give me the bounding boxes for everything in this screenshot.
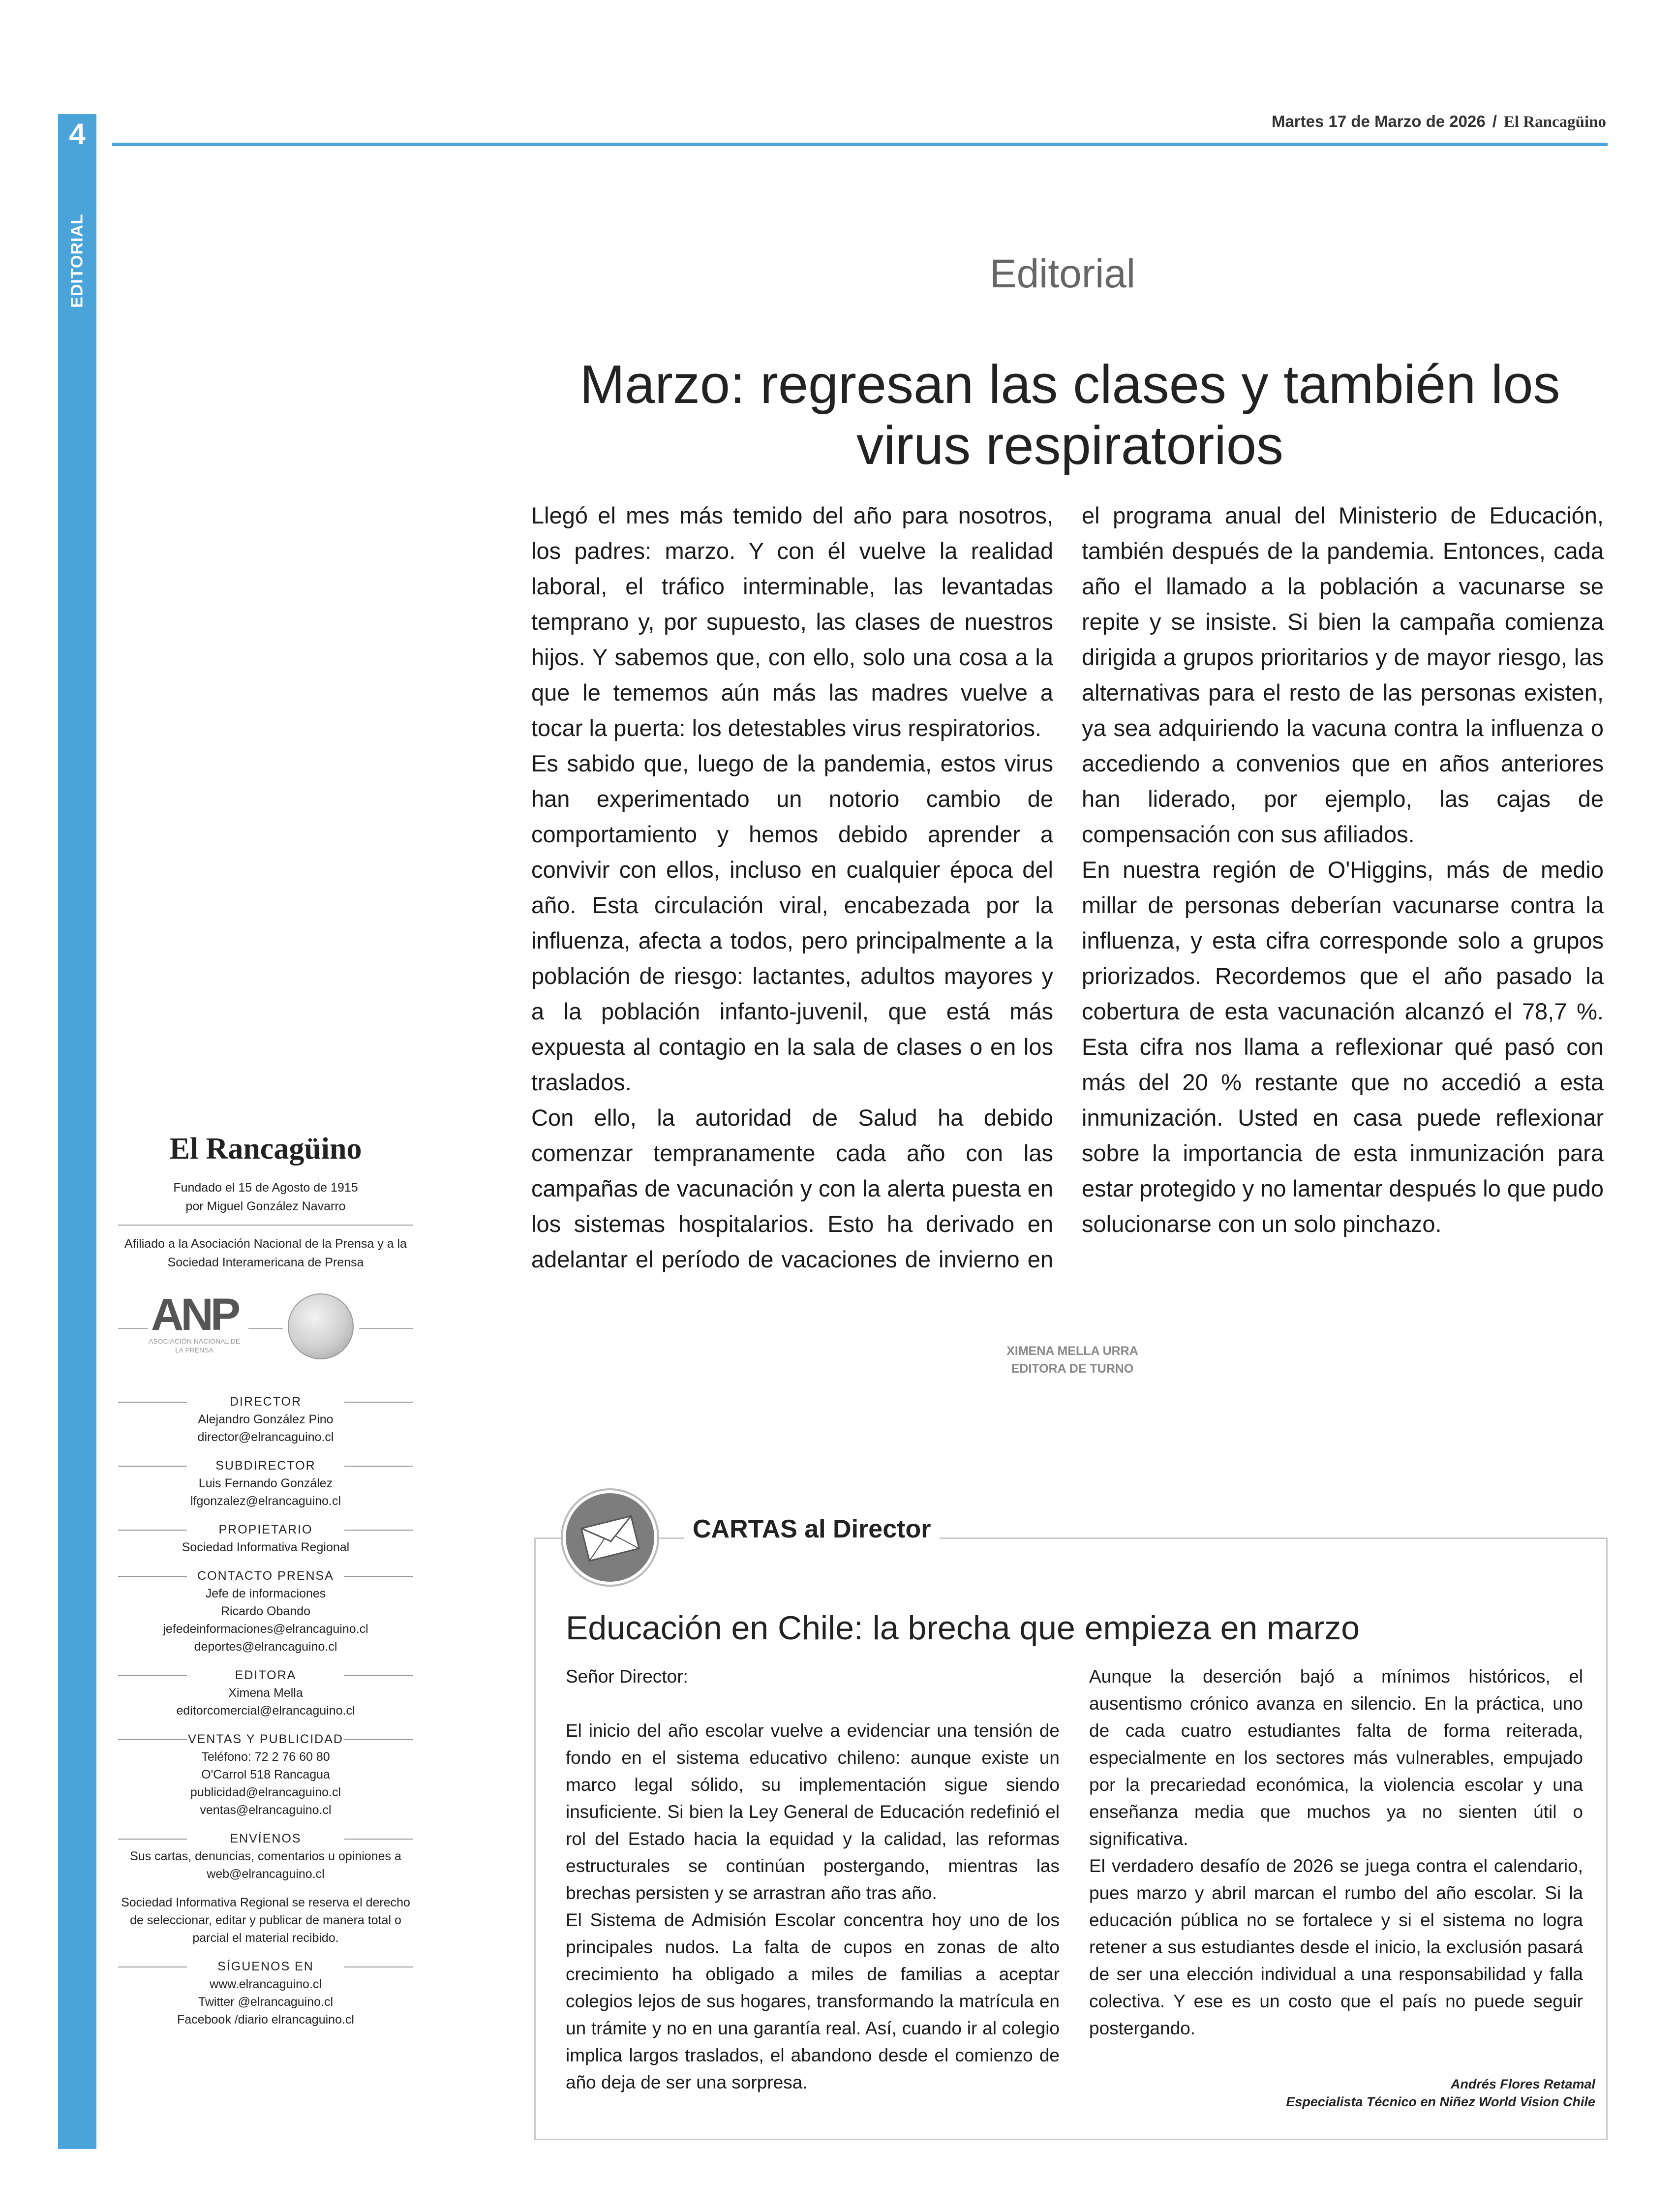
press-name: Ricardo Obando [220, 1604, 311, 1618]
letter-body [566, 1663, 1583, 2096]
letter-paragraph: El verdadero desafío de 2026 se juega contra el calendario, pues marzo y abril marcan el rumbo del año escolar. Si la educación pública no se fortalece y si el sistema no logra retener a sus estudiantes desde el inicio, la exclusión pasará de ser una elección individual a una responsabilidad y falla colectiva. Y ese es un costo que el país no puede seguir postergando. [1089, 1856, 1583, 2038]
editorial-signature-role: EDITORA DE TURNO [1011, 1362, 1134, 1376]
subdirector-email: lfgonzalez@elrancaguino.cl [190, 1494, 341, 1508]
masthead-press-contact [118, 1567, 413, 1656]
rights-text: Sociedad Informativa Regional se reserva el derecho de seleccionar, editar y publicar de manera total o parcial el material recibido. [121, 1896, 410, 1945]
masthead-send [118, 1830, 413, 1883]
masthead [118, 1132, 413, 2028]
envelope-icon-graphic [566, 1493, 654, 1582]
anp-logo-letters: ANP [151, 1290, 238, 1340]
subdirector-label: SUBDIRECTOR [118, 1457, 413, 1475]
sales-email-ventas: ventas@elrancaguino.cl [200, 1803, 332, 1817]
editor-email: editorcomercial@elrancaguino.cl [176, 1704, 355, 1718]
follow-twitter: Twitter @elrancaguino.cl [198, 1995, 334, 2009]
editorial-paragraph: Con ello, la autoridad de Salud ha debido comenzar tempranamente cada año con las campañas de vacunación y con la alerta puesta en los sistemas hospitalarios. Esto ha derivado en adelantar el período de vacaciones de invierno en el programa anual del Ministerio de Educación, también después de la pandemia. Entonces, cada año el llamado a la población a vacunarse se repite y se insiste. Si bien la campaña comienza dirigida a grupos prioritarios y de mayor riesgo, las alternativas para el resto de las personas existen, ya sea adquiriendo la vacuna contra la influenza o accediendo a convenios que en años anteriores han liderado, por ejemplo, las cajas de compensación con sus afiliados. [531, 502, 1604, 1272]
follow-web: www.elrancaguino.cl [210, 1977, 322, 1991]
letter-title: Educación en Chile: la brecha que empieza en marzo [566, 1609, 1360, 1647]
press-email: jefedeinformaciones@elrancaguino.cl [163, 1622, 368, 1636]
header-rule [112, 143, 1608, 146]
masthead-rights [118, 1894, 413, 1947]
letter-paragraph: Aunque la deserción bajó a mínimos históricos, el ausentismo crónico avanza en silencio. En la práctica, uno de cada cuatro estudiantes falta de forma reiterada, especialmente en los sectores más vulnerables, empujado por la precariedad económica, la violencia escolar y una enseñanza media que muchos ya no sienten útil o significativa. [1089, 1666, 1583, 1849]
follow-label: SÍGUENOS EN [118, 1958, 413, 1975]
press-role: Jefe de informaciones [205, 1587, 326, 1600]
editorial-title: Marzo: regresan las clases y también los virus respiratorios [579, 354, 1560, 476]
director-label: DIRECTOR [118, 1393, 413, 1411]
editor-label: EDITORA [118, 1666, 413, 1684]
letter-signature [1153, 2075, 1595, 2111]
anp-logo-caption: ASOCIACIÓN NACIONAL DE LA PRENSA [148, 1337, 241, 1354]
page-header-date [1272, 112, 1606, 131]
page-number: 4 [69, 118, 86, 151]
director-email: director@elrancaguino.cl [197, 1430, 334, 1444]
editorial-paragraph: Es sabido que, luego de la pandemia, estos virus han experimentado un notorio cambio de comportamiento y hemos debido aprender a convivir con ellos, incluso en cualquier época del año. Esta circulación viral, encabezada por la influenza, afecta a todos, pero principalmente a la población de riesgo: lactantes, adultos mayores y a la población infanto-juvenil, que está más expuesta al contagio en la sala de clases o en los traslados. [531, 750, 1053, 1095]
owner-label: PROPIETARIO [118, 1521, 413, 1538]
sales-label: VENTAS Y PUBLICIDAD [118, 1730, 413, 1748]
letter-salutation: Señor Director: [566, 1666, 688, 1687]
subdirector-name: Luis Fernando González [198, 1476, 333, 1490]
sales-phone: Teléfono: 72 2 76 60 80 [201, 1750, 330, 1764]
owner-name: Sociedad Informativa Regional [182, 1540, 350, 1554]
affiliation-text: Afiliado a la Asociación Nacional de la Prensa y a la Sociedad Interamericana de Prensa [124, 1237, 407, 1269]
press-label: CONTACTO PRENSA [118, 1567, 413, 1585]
section-tab [58, 202, 96, 320]
masthead-owner [118, 1521, 413, 1556]
header-separator: / [1492, 112, 1497, 130]
director-name: Alejandro González Pino [198, 1413, 334, 1426]
envelope-icon [566, 1493, 654, 1582]
editorial-body [531, 498, 1604, 1277]
editorial-paragraph: En nuestra región de O'Higgins, más de medio millar de personas deberían vacunarse contra la influenza, y esta cifra corresponde solo a grupos priorizados. Recordemos que el año pasado la cobertura de esta vacunación alcanzó el 78,7 %. Esta cifra nos llama a reflexionar qué pasó con más del 20 % restante que no accedió a esta inmunización. Usted en casa puede reflexionar sobre la importancia de esta inmunización para estar protegido y no lamentar después lo que pudo solucionarse con un solo pinchazo. [1082, 857, 1604, 1237]
letters-section-title: CARTAS al Director [684, 1514, 940, 1544]
send-label: ENVÍENOS [118, 1830, 413, 1847]
masthead-sales [118, 1730, 413, 1819]
masthead-title: El Rancagüino [169, 1132, 362, 1166]
founded-line: Fundado el 15 de Agosto de 1915 [173, 1181, 358, 1195]
anp-logo [148, 1292, 241, 1366]
logo-divider [248, 1328, 283, 1329]
sports-email: deportes@elrancaguino.cl [194, 1640, 337, 1654]
follow-facebook: Facebook /diario elrancaguino.cl [177, 2013, 354, 2027]
header-paper-name: El Rancagüino [1503, 113, 1606, 131]
letter-author: Andrés Flores Retamal [1450, 2077, 1595, 2091]
send-text: Sus cartas, denuncias, comentarios u opiniones a web@elrancaguino.cl [130, 1849, 401, 1881]
letter-paragraph: El inicio del año escolar vuelve a evidenciar una tensión de fondo en el sistema educativo chileno: aunque existe un marco legal sólido, su implementación sigue siendo insuficiente. Si bien la Ley General de Educación redefinió el rol del Estado hacia la equidad y la calidad, las reformas estructurales se continúan postergando, mientras las brechas persisten y se arrastran año tras año. [566, 1720, 1060, 1903]
sales-email-publicidad: publicidad@elrancaguino.cl [190, 1785, 341, 1799]
editor-name: Ximena Mella [228, 1686, 303, 1700]
editorial-signature-name: XIMENA MELLA URRA [1006, 1344, 1138, 1358]
issue-date: Martes 17 de Marzo de 2026 [1271, 112, 1486, 130]
letter-paragraph: El Sistema de Admisión Escolar concentra hoy uno de los principales nudos. La falta de cupos en zonas de alto crecimiento ha obligado a miles de familias a aceptar colegios lejos de sus hogares, transformando la matrícula en un trámite y no en una garantía real. Así, cuando ir al colegio implica largos traslados, el abandono desde el comienzo de año deja de ser una sorpresa. [566, 1910, 1060, 2092]
masthead-editor [118, 1666, 413, 1720]
masthead-subdirector [118, 1457, 413, 1510]
masthead-divider [118, 1225, 413, 1226]
letter-author-role: Especialista Técnico en Niñez World Vision Chile [1286, 2094, 1595, 2109]
sip-globe-icon [288, 1293, 354, 1359]
masthead-follow [118, 1958, 413, 2028]
sales-address: O'Carrol 518 Rancagua [201, 1768, 330, 1782]
section-label: EDITORIAL [67, 214, 87, 308]
masthead-director [118, 1393, 413, 1446]
editorial-signature [964, 1342, 1181, 1378]
editorial-kicker: Editorial [989, 251, 1136, 296]
logo-divider [118, 1328, 148, 1329]
affiliation-logos [118, 1279, 413, 1382]
founder-line: por Miguel González Navarro [185, 1199, 346, 1213]
editorial-paragraph: Llegó el mes más temido del año para nosotros, los padres: marzo. Y con él vuelve la realidad laboral, el tráfico interminable, las levantadas temprano y, por supuesto, las clases de nuestros hijos. Y sabemos que, con ello, solo una cosa a la que le tememos aún más las madres vuelve a tocar la puerta: los detestables virus respiratorios. [531, 502, 1053, 741]
logo-divider [359, 1328, 413, 1329]
section-strip [58, 114, 96, 2149]
